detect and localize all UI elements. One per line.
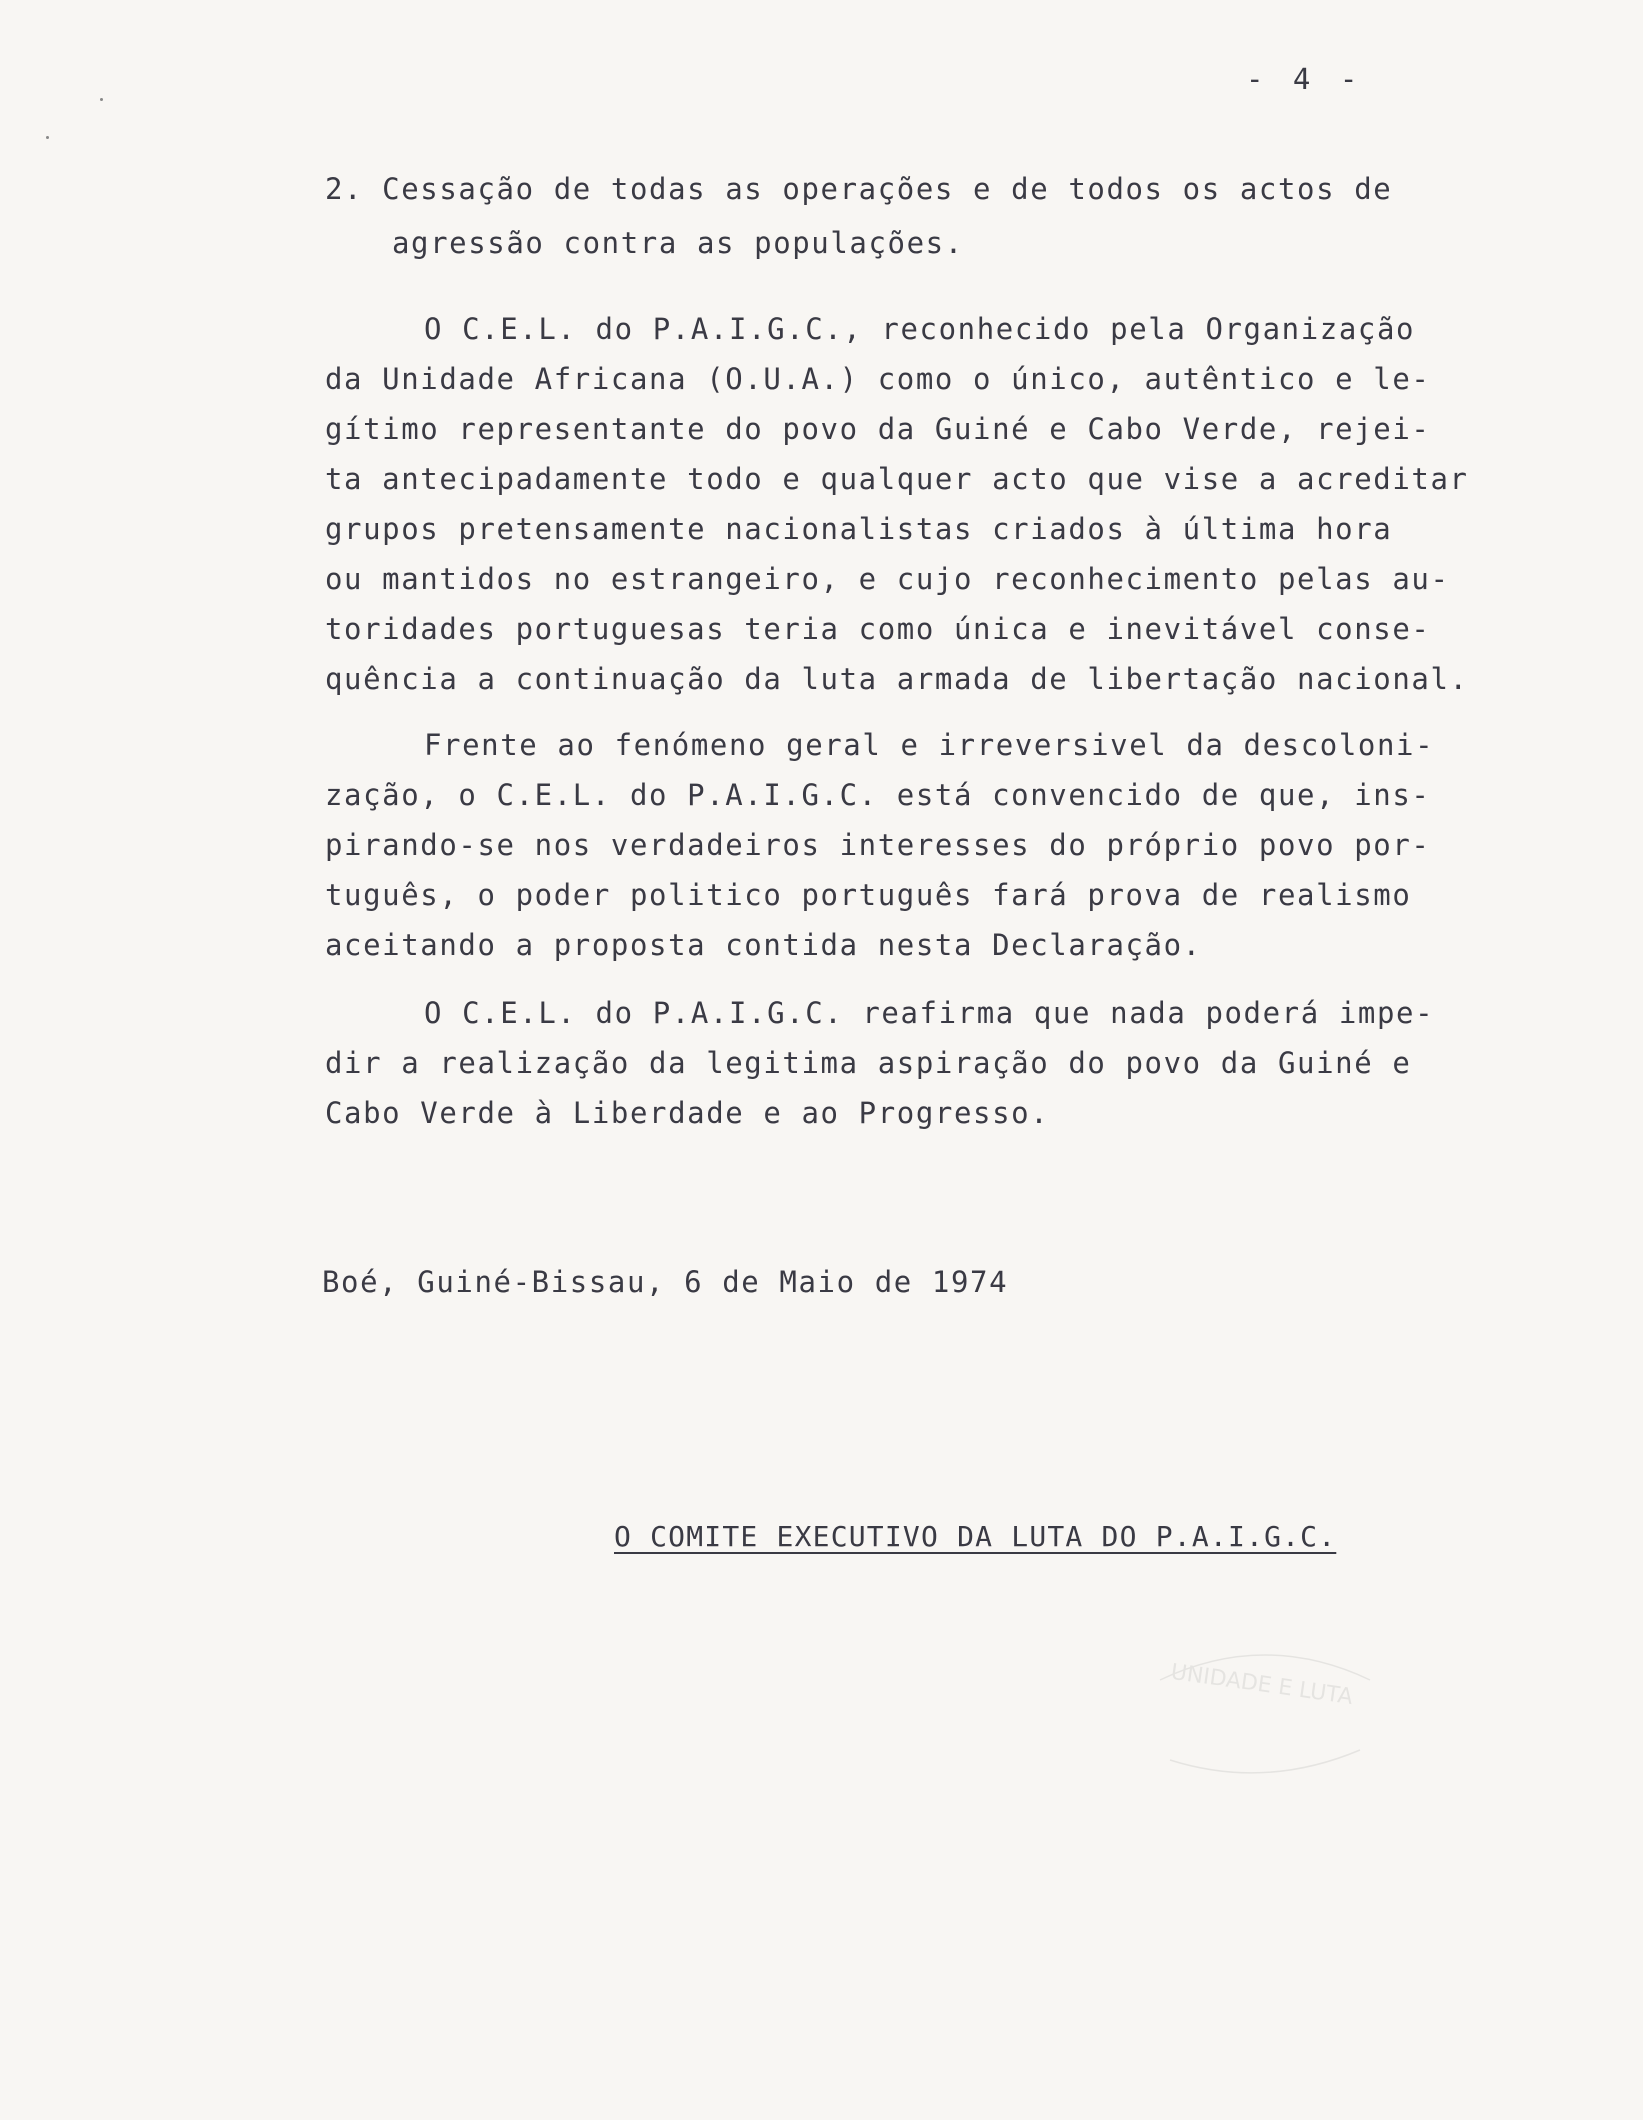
paragraph-1-line: da Unidade Africana (O.U.A.) como o único, autêntico e le-	[325, 362, 1431, 396]
paragraph-1-line: grupos pretensamente nacionalistas criados à última hora	[325, 512, 1393, 546]
paragraph-2-line: zação, o C.E.L. do P.A.I.G.C. está convencido de que, ins-	[325, 778, 1431, 812]
item-2-line-1: 2. Cessação de todas as operações e de todos os actos de	[325, 172, 1393, 206]
paragraph-1-line: ou mantidos no estrangeiro, e cujo reconhecimento pelas au-	[325, 562, 1450, 596]
paragraph-1-line: quência a continuação da luta armada de libertação nacional.	[325, 662, 1469, 696]
paragraph-2-line: aceitando a proposta contida nesta Declaração.	[325, 928, 1202, 962]
paragraph-1-line: ta antecipadamente todo e qualquer acto que vise a acreditar	[325, 462, 1469, 496]
paragraph-2-line: tuguês, o poder politico português fará prova de realismo	[325, 878, 1412, 912]
paragraph-3-line: Cabo Verde à Liberdade e ao Progresso.	[325, 1096, 1050, 1130]
paragraph-3-line: dir a realização da legitima aspiração do povo da Guiné e	[325, 1046, 1412, 1080]
paragraph-2-line: pirando-se nos verdadeiros interesses do próprio povo por-	[325, 828, 1431, 862]
paragraph-3-line: O C.E.L. do P.A.I.G.C. reafirma que nada poderá impe-	[424, 996, 1435, 1030]
item-2-line-2: agressão contra as populações.	[392, 226, 964, 260]
page-number: - 4 -	[1246, 62, 1364, 96]
paper-speck	[46, 136, 49, 139]
paper-speck	[100, 98, 103, 101]
signature-line: O COMITE EXECUTIVO DA LUTA DO P.A.I.G.C.	[614, 1520, 1337, 1553]
place-and-date: Boé, Guiné-Bissau, 6 de Maio de 1974	[322, 1265, 1009, 1299]
paragraph-1-line: gítimo representante do povo da Guiné e Cabo Verde, rejei-	[325, 412, 1431, 446]
paragraph-1-line: toridades portuguesas teria como única e inevitável conse-	[325, 612, 1431, 646]
faint-stamp	[1150, 1640, 1380, 1790]
paragraph-2-line: Frente ao fenómeno geral e irreversivel da descoloni-	[424, 728, 1435, 762]
stamp-text: UNIDADE E LUTA	[1169, 1659, 1355, 1711]
paragraph-1-line: O C.E.L. do P.A.I.G.C., reconhecido pela Organização	[424, 312, 1416, 346]
